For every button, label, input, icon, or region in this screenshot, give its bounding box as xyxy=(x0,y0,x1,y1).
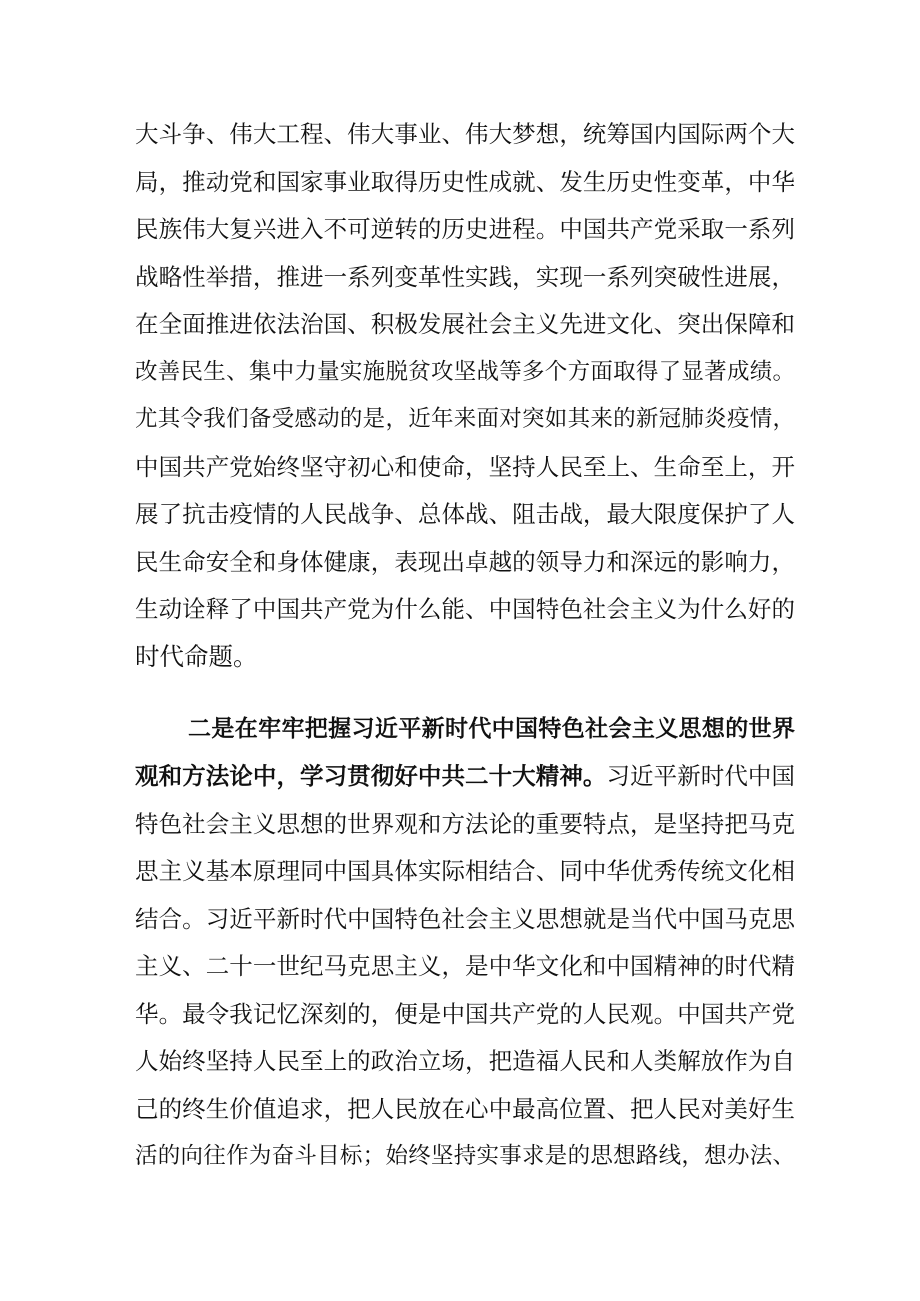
paragraph-line: 局，推动党和国家事业取得历史性成就、发生历史性变革，中华 xyxy=(135,168,795,196)
paragraph-line: 时代命题。 xyxy=(135,642,258,671)
paragraph-line: 展了抗击疫情的人民战争、总体战、阻击战，最大限度保护了人 xyxy=(135,500,795,528)
paragraph-line: 特色社会主义思想的世界观和方法论的重要特点，是坚持把马克 xyxy=(135,810,795,838)
paragraph-line: 人始终坚持人民至上的政治立场，把造福人民和人类解放作为自 xyxy=(135,1047,795,1075)
paragraph-line: 生动诠释了中国共产党为什么能、中国特色社会主义为什么好的 xyxy=(135,595,795,623)
paragraph-line: 己的终生价值追求，把人民放在心中最高位置、把人民对美好生 xyxy=(135,1095,795,1123)
paragraph-line: 战略性举措，推进一系列变革性实践，实现一系列突破性进展， xyxy=(135,263,795,291)
section-heading-continued xyxy=(135,752,795,800)
paragraph-line: 华。最令我记忆深刻的，便是中国共产党的人民观。中国共产党 xyxy=(135,1000,795,1028)
paragraph-line: 在全面推进依法治国、积极发展社会主义先进文化、突出保障和 xyxy=(135,310,795,338)
paragraph-line: 大斗争、伟大工程、伟大事业、伟大梦想，统筹国内国际两个大 xyxy=(135,120,795,148)
paragraph-line: 尤其令我们备受感动的是，近年来面对突如其来的新冠肺炎疫情， xyxy=(135,406,795,432)
paragraph-line: 思主义基本原理同中国具体实际相结合、同中华优秀传统文化相 xyxy=(135,857,795,885)
section-heading-tail: 观和方法论中，学习贯彻好中共二十大精神。 xyxy=(135,762,607,790)
section-heading: 二是在牢牢把握习近平新时代中国特色社会主义思想的世界 xyxy=(188,716,795,742)
paragraph-line: 结合。习近平新时代中国特色社会主义思想就是当代中国马克思 xyxy=(135,905,795,933)
paragraph-line: 活的向往作为奋斗目标；始终坚持实事求是的思想路线，想办法、 xyxy=(135,1143,795,1169)
paragraph-line: 中国共产党始终坚守初心和使命，坚持人民至上、生命至上，开 xyxy=(135,453,795,481)
paragraph-line: 民生命安全和身体健康，表现出卓越的领导力和深远的影响力， xyxy=(135,548,795,576)
paragraph-line: 改善民生、集中力量实施脱贫攻坚战等多个方面取得了显著成绩。 xyxy=(135,359,795,385)
paragraph-line: 民族伟大复兴进入不可逆转的历史进程。中国共产党采取一系列 xyxy=(135,215,795,243)
paragraph-text: 习近平新时代中国 xyxy=(606,762,796,790)
paragraph-line: 主义、二十一世纪马克思主义，是中华文化和中国精神的时代精 xyxy=(135,952,795,980)
